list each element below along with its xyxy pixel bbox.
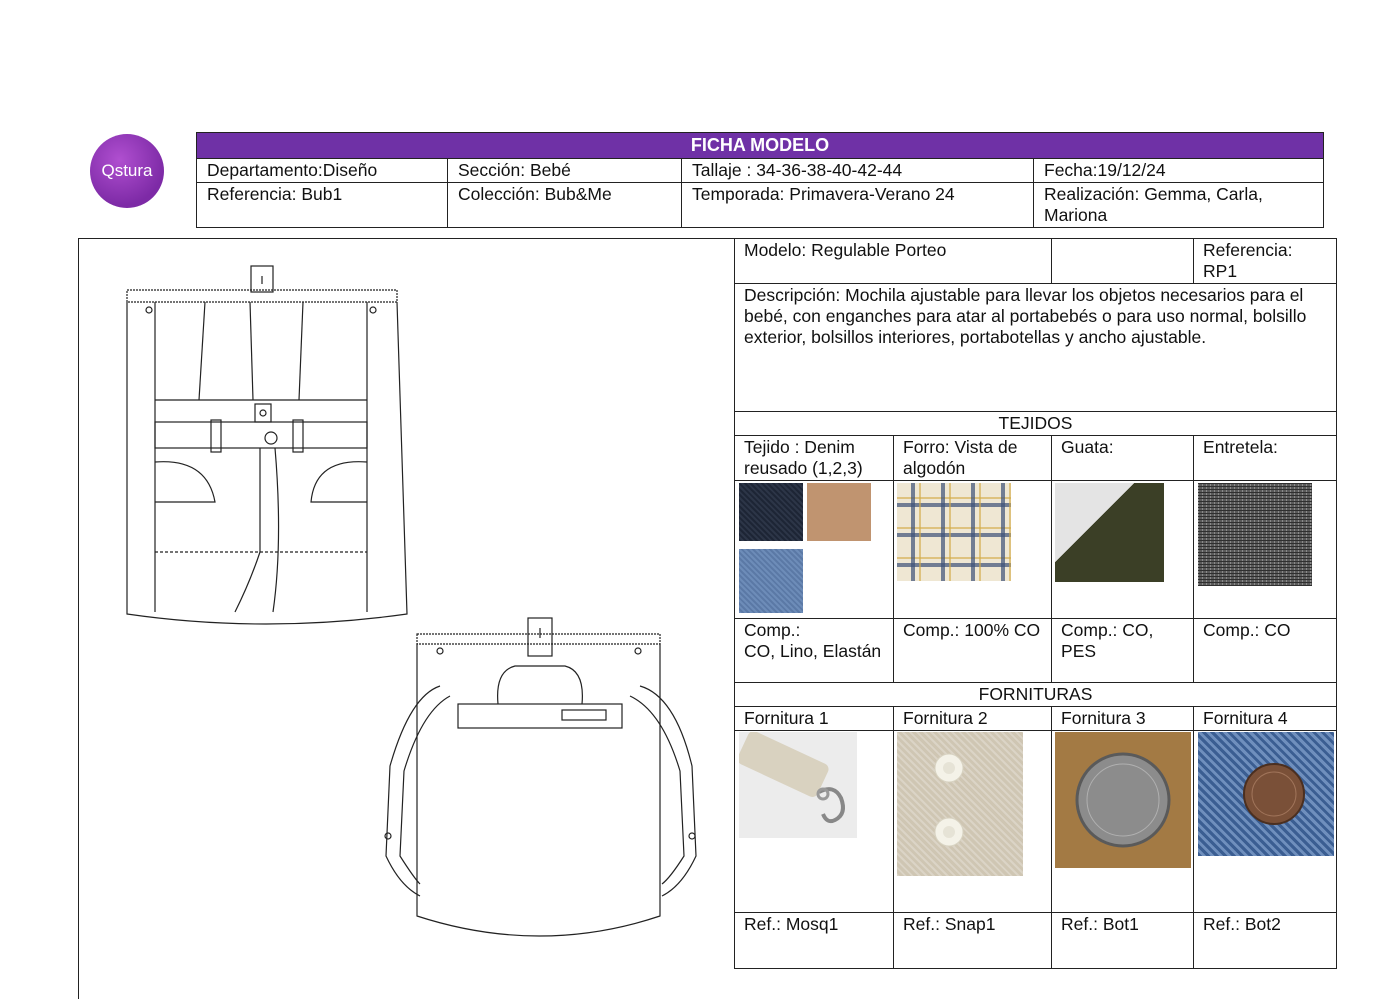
forro-comp: Comp.: 100% CO [894,619,1052,683]
tejido-label: Tejido : Denim reusado (1,2,3) [735,436,894,481]
descripcion-cell: Descripción: Mochila ajustable para llevar los objetos necesarios para el bebé, con enganches para atar al portabebés o para uso normal, bolsillo exterior, bolsillos interiores, portabotellas y ancho ajustable. [735,284,1337,412]
fornitura-3-label: Fornitura 3 [1052,707,1194,731]
seccion-cell: Sección: Bebé [448,159,682,183]
fornitura-4-ref: Ref.: Bot2 [1194,913,1337,969]
guata-label: Guata: [1052,436,1194,481]
snap-button-icon [897,732,1023,876]
denim-light-swatch [739,549,803,613]
plaid-lining-swatch [897,483,1011,581]
fecha-cell: Fecha:19/12/24 [1034,159,1324,183]
guata-swatch [1055,483,1164,582]
metal-button-icon [1055,732,1191,868]
fornitura-3-ref: Ref.: Bot1 [1052,913,1194,969]
fornitura-2-ref: Ref.: Snap1 [894,913,1052,969]
back-view-sketch [380,616,705,954]
fornitura-2-label: Fornitura 2 [894,707,1052,731]
tallaje-cell: Tallaje : 34-36-38-40-42-44 [682,159,1034,183]
fornitura-4-label: Fornitura 4 [1194,707,1337,731]
header-table [196,132,1324,228]
modelo-ref-cell: Referencia: RP1 [1194,239,1337,284]
fornitura-3-photo [1055,732,1191,868]
fornitura-2-photo [897,732,1023,876]
tejido-comp: Comp.: CO, Lino, Elastán [735,619,894,683]
modelo-empty-cell [1052,239,1194,284]
guata-comp: Comp.: CO, PES [1052,619,1194,683]
denim-tan-swatch [807,483,871,541]
realizacion-cell: Realización: Gemma, Carla, Mariona [1034,183,1324,228]
departamento-cell: Departamento:Diseño [197,159,448,183]
denim-dark-swatch [739,483,803,541]
fornituras-heading: FORNITURAS [735,683,1337,707]
referencia-cell: Referencia: Bub1 [197,183,448,228]
front-view-sketch [115,262,415,634]
entretela-label: Entretela: [1194,436,1337,481]
sheet-title: FICHA MODELO [197,133,1324,159]
forro-label: Forro: Vista de algodón [894,436,1052,481]
fornitura-1-ref: Ref.: Mosq1 [735,913,894,969]
logo-text: Qstura [101,161,153,180]
tejidos-heading: TEJIDOS [735,412,1337,436]
fornitura-1-label: Fornitura 1 [735,707,894,731]
entretela-swatch [1198,483,1312,586]
entretela-comp: Comp.: CO [1194,619,1337,683]
coleccion-cell: Colección: Bub&Me [448,183,682,228]
snap-hook-icon [739,732,857,838]
temporada-cell: Temporada: Primavera-Verano 24 [682,183,1034,228]
fornitura-1-photo [739,732,857,838]
qstura-logo [90,134,164,208]
fornitura-4-photo [1198,732,1334,856]
modelo-cell: Modelo: Regulable Porteo [735,239,1052,284]
copper-button-icon [1198,732,1334,856]
model-info-table [734,238,1337,969]
